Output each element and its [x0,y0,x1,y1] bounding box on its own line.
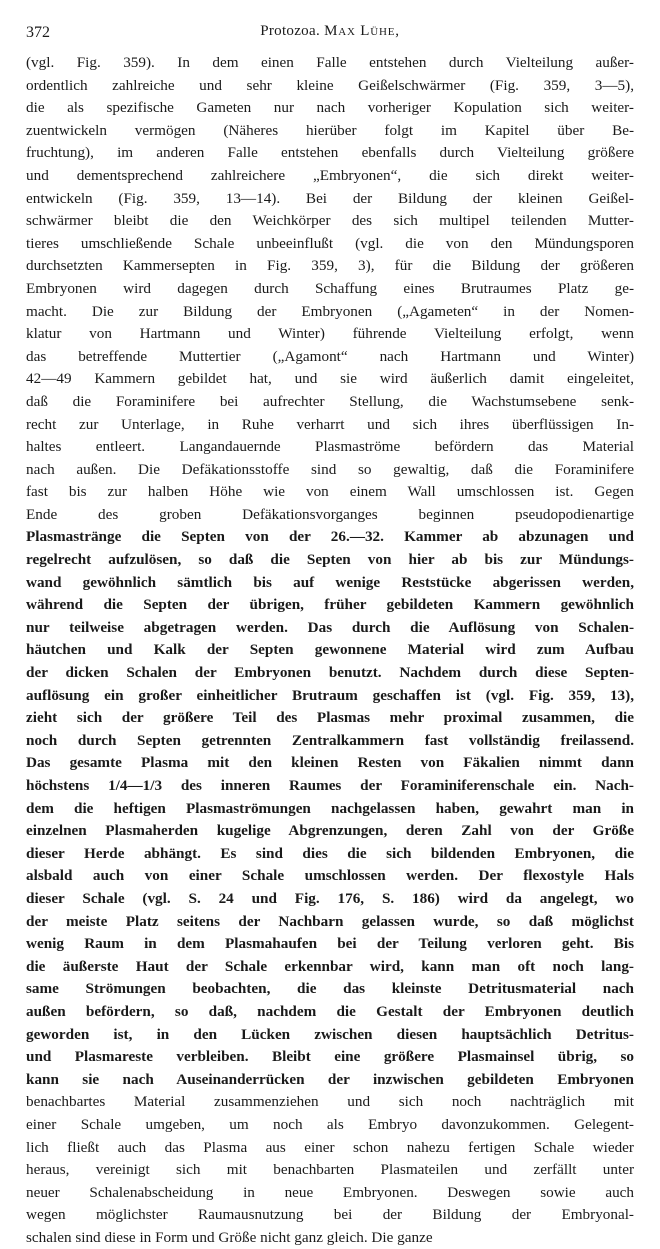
text-line: zuentwickeln vermögen (Näheres hierüber folgt im Kapitel über Be- [26,121,634,139]
text-line: same Strömungen beobachten, die das kleinste Detritusmaterial nach [26,980,634,998]
text-line: während die Septen der übrigen, früher gebildeten Kammern gewöhnlich [26,596,634,614]
header-author: Max Lühe, [324,23,400,39]
text-line: häutchen und Kalk der Septen gewonnene Material wird zum Aufbau [26,641,634,659]
text-line: daß die Foraminifere bei aufrechter Stellung, die Wachstumsebene senk- [26,392,634,410]
text-line: tieres umschließende Schale unbeeinflußt (vgl. die von den Mündungsporen [26,234,634,252]
text-line: heraus, vereinigt sich mit benachbarten Plasmateilen und zerfällt unter [26,1161,634,1179]
text-line: haltes entleert. Langandauernde Plasmaströme befördern das Material [26,438,634,456]
text-line: nur teilweise abgetragen werden. Das durch die Auflösung von Schalen- [26,618,634,636]
header-section: Protozoa. [260,23,320,39]
text-line: der dicken Schalen der Embryonen benutzt. Nachdem durch diese Septen- [26,664,634,682]
text-line: regelrecht aufzulösen, so daß die Septen von hier ab bis zur Mündungs- [26,551,634,569]
text-line: alsbald auch von einer Schale umschlossen werden. Der flexostyle Hals [26,867,634,885]
text-line: Ende des groben Defäkationsvorganges beginnen pseudopodienartige [26,505,634,523]
bold-text-block [26,526,634,1091]
text-line: benachbartes Material zusammenziehen und sich noch nachträglich mit [26,1093,634,1111]
text-line: außen befördern, so daß, nachdem die Gestalt der Embryonen deutlich [26,1002,634,1020]
text-line: fruchtung), im anderen Falle entstehen ebenfalls durch Vielteilung größere [26,144,634,162]
text-line: macht. Die zur Bildung der Embryonen („Agameten“ in der Nomen- [26,302,634,320]
text-line: das betreffende Muttertier („Agamont“ nach Hartmann und Winter) [26,347,634,365]
text-line: kann sie nach Auseinanderrücken der inzwischen gebildeten Embryonen [26,1070,634,1088]
text-line: die äußerste Haut der Schale erkennbar wird, kann man oft noch lang- [26,957,634,975]
text-line: der meiste Platz seitens der Nachbarn gelassen wurde, so daß möglichst [26,912,634,930]
text-line: schwärmer bleibt die den Weichkörper des sich multipel teilenden Mutter- [26,212,634,230]
text-line: wegen möglichster Raumausnutzung bei der Bildung der Embryonal- [26,1206,634,1224]
text-line: Embryonen wird dagegen durch Schaffung eines Brutraumes Platz ge- [26,279,634,297]
text-line: (vgl. Fig. 359). In dem einen Falle entstehen durch Vielteilung außer- [26,54,634,71]
text-line: zieht sich der größere Teil des Plasmas mehr proximal zusammen, die [26,709,634,727]
text-line: noch durch Septen getrennten Zentralkammern fast vollständig freilassend. [26,731,634,749]
header-title [26,20,634,42]
text-line: auflösung ein großer einheitlicher Brutraum geschaffen ist (vgl. Fig. 359, 13), [26,686,634,704]
text-line: und dementsprechend zahlreichere „Embryonen“, die sich direkt weiter- [26,166,634,184]
text-line: und Plasmareste verbleiben. Bleibt eine größere Plasmainsel übrig, so [26,1048,634,1066]
running-header [26,16,634,52]
text-line: 42—49 Kammern gebildet hat, und sie wird äußerlich damit eingeleitet, [26,370,634,388]
text-line: dem die heftigen Plasmaströmungen nachgelassen haben, gewahrt man in [26,799,634,817]
body-text [26,52,634,1249]
text-line: schalen sind diese in Form und Größe nicht ganz gleich. Die ganze [26,1228,433,1246]
text-line: ordentlich zahlreiche und sehr kleine Geißelschwärmer (Fig. 359, 3—5), [26,76,634,94]
text-line: recht zur Unterlage, in Ruhe verharrt und sich ihres überflüssigen In- [26,415,634,433]
text-line: höchstens 1/4—1/3 des inneren Raumes der Foraminiferenschale ein. Nach- [26,777,634,794]
text-line: die als spezifische Gameten nur nach vorheriger Kopulation sich weiter- [26,99,634,117]
text-line: einzelnen Plasmaherden kugelige Abgrenzungen, deren Zahl von der Größe [26,822,634,840]
text-line: entwickeln (Fig. 359, 13—14). Bei der Bildung der kleinen Geißel- [26,189,634,207]
text-line: Plasmastränge die Septen von der 26.—32. Kammer ab abzunagen und [26,528,634,546]
page-number: 372 [26,24,50,41]
text-line: klatur von Hartmann und Winter) führende Vielteilung erfolgt, wenn [26,325,634,343]
text-line: Das gesamte Plasma mit den kleinen Resten von Fäkalien nimmt dann [26,754,634,772]
text-line: geworden ist, in den Lücken zwischen diesen hauptsächlich Detritus- [26,1025,634,1043]
text-line: wand gewöhnlich sämtlich bis auf wenige Reststücke abgerissen werden, [26,573,634,591]
text-line: wenig Raum in dem Plasmahaufen bei der Teilung verloren geht. Bis [26,935,634,953]
text-line: einer Schale umgeben, um noch als Embryo davonzukommen. Gelegent- [26,1115,634,1133]
text-line: neuer Schalenabscheidung in neue Embryonen. Deswegen sowie auch [26,1183,634,1201]
text-line: dieser Herde abhängt. Es sind dies die sich bildenden Embryonen, die [26,844,634,862]
text-line: nach außen. Die Defäkationsstoffe sind so gewaltig, daß die Foraminifere [26,460,634,478]
text-line: dieser Schale (vgl. S. 24 und Fig. 176, S. 186) wird da angelegt, wo [26,889,634,907]
text-line: durchsetzten Kammersepten in Fig. 359, 3), für die Bildung der größeren [26,257,634,275]
text-line: lich fließt auch das Plasma aus einer schon nahezu fertigen Schale wieder [26,1138,634,1156]
text-line: fast bis zur halben Höhe wie von einem Wall umschlossen ist. Gegen [26,483,634,501]
